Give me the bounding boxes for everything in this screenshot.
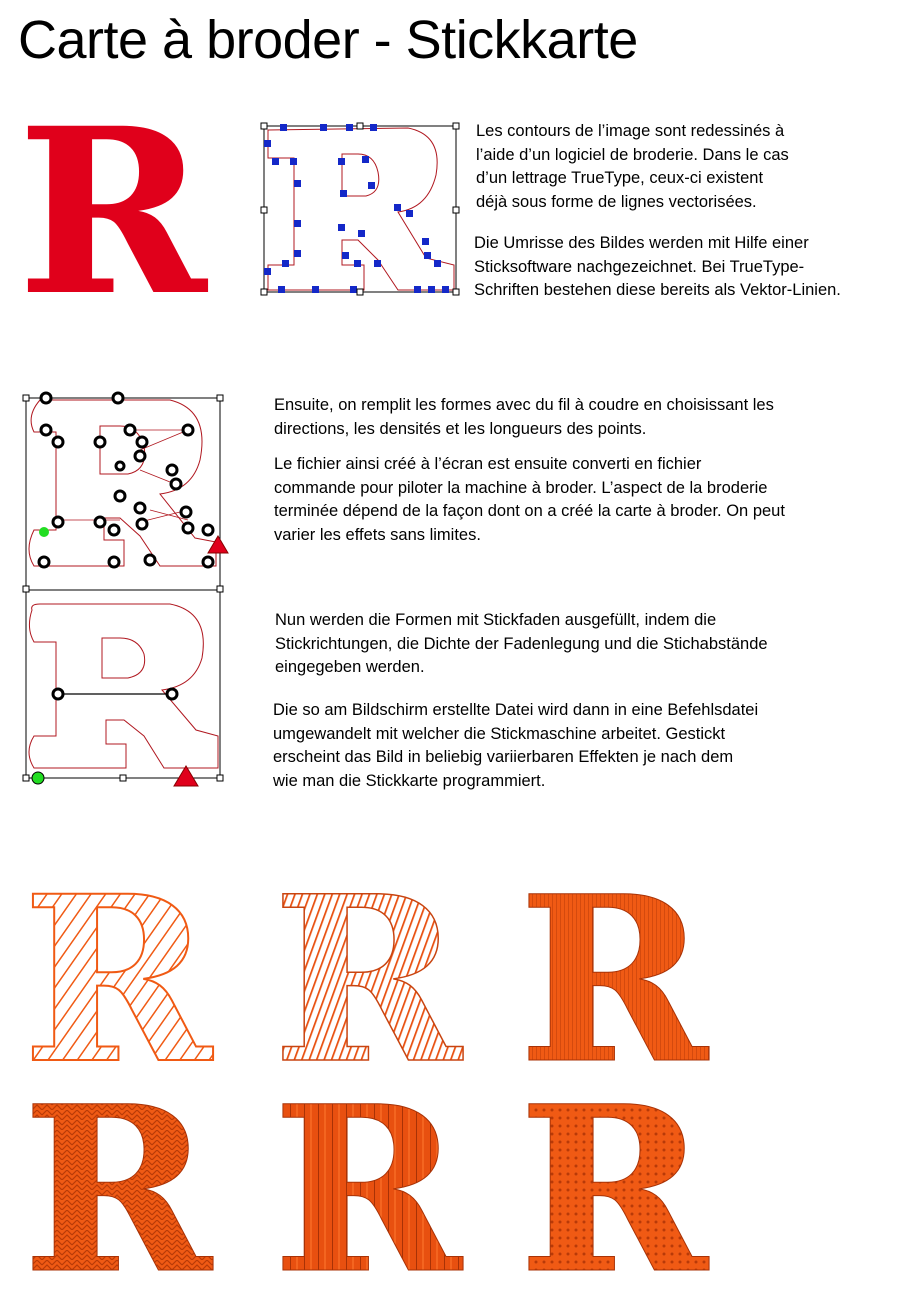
section2-german-text-1: Nun werden die Formen mit Stickfaden ausgefüllt, indem die Stickrichtungen, die Dichte der Fadenlegung und die Stichabstände eingegeben werden. [275,611,768,676]
embroidery-sample-satin [508,846,718,1114]
section2-french-text-2: Le fichier ainsi créé à l’écran est ensuite converti en fichier commande pour piloter la machine à broder. L’aspect de la broderie terminée dépend de la façon dont on a créé la carte à broder. On peut varier les effets sans limites. [274,455,785,544]
bounding-box [264,126,456,292]
start-marker [39,527,49,537]
red-r-glyph: R [17,78,207,346]
svg-text:R: R [22,1056,212,1291]
embroidery-sample-dots [508,1056,718,1291]
page-title: Carte à broder - Stickkarte [18,10,638,70]
stitch-digitizing-diagram [20,390,235,790]
section1-german-text: Die Umrisse des Bildes werden mit Hilfe einer Sticksoftware nachgezeichnet. Bei TrueType- Schriften bestehen diese bereits als Vektor-Linien. [474,234,841,299]
corner-handles [261,123,459,295]
vector-outline-diagram [258,120,463,300]
red-letter-r-image [10,78,215,346]
section2-french-text-1: Ensuite, on remplit les formes avec du fil à coudre en choisissant les directions, les densités et les longueurs des points. [274,396,774,438]
svg-text:R: R [272,1056,462,1291]
section2-german-text-2: Die so am Bildschirm erstellte Datei wird dann in eine Befehlsdatei umgewandelt mit welcher die Stickmaschine arbeitet. Gestickt erscheint das Bild in beliebig variierbaren Effekten je nach dem wie man die Stickkarte programmiert. [273,701,759,790]
svg-text:R: R [22,846,212,1114]
embroidery-sample-columns [262,1056,472,1291]
end-marker [208,536,228,553]
embroidery-sample-zigzag [12,1056,222,1291]
embroidery-sample-medium [262,846,472,1114]
section1-french-text: Les contours de l’image sont redessinés à l’aide d’un logiciel de broderie. Dans le cas d’un lettrage TrueType, ceux-ci existent déjà sous forme de lignes vectorisées. [476,122,789,211]
svg-text:R: R [518,846,708,1114]
embroidery-sample-sparse [12,846,222,1114]
svg-text:R: R [518,1056,708,1291]
vector-nodes [264,124,449,293]
stitch-nodes-upper [39,393,213,567]
svg-text:R: R [272,846,462,1114]
